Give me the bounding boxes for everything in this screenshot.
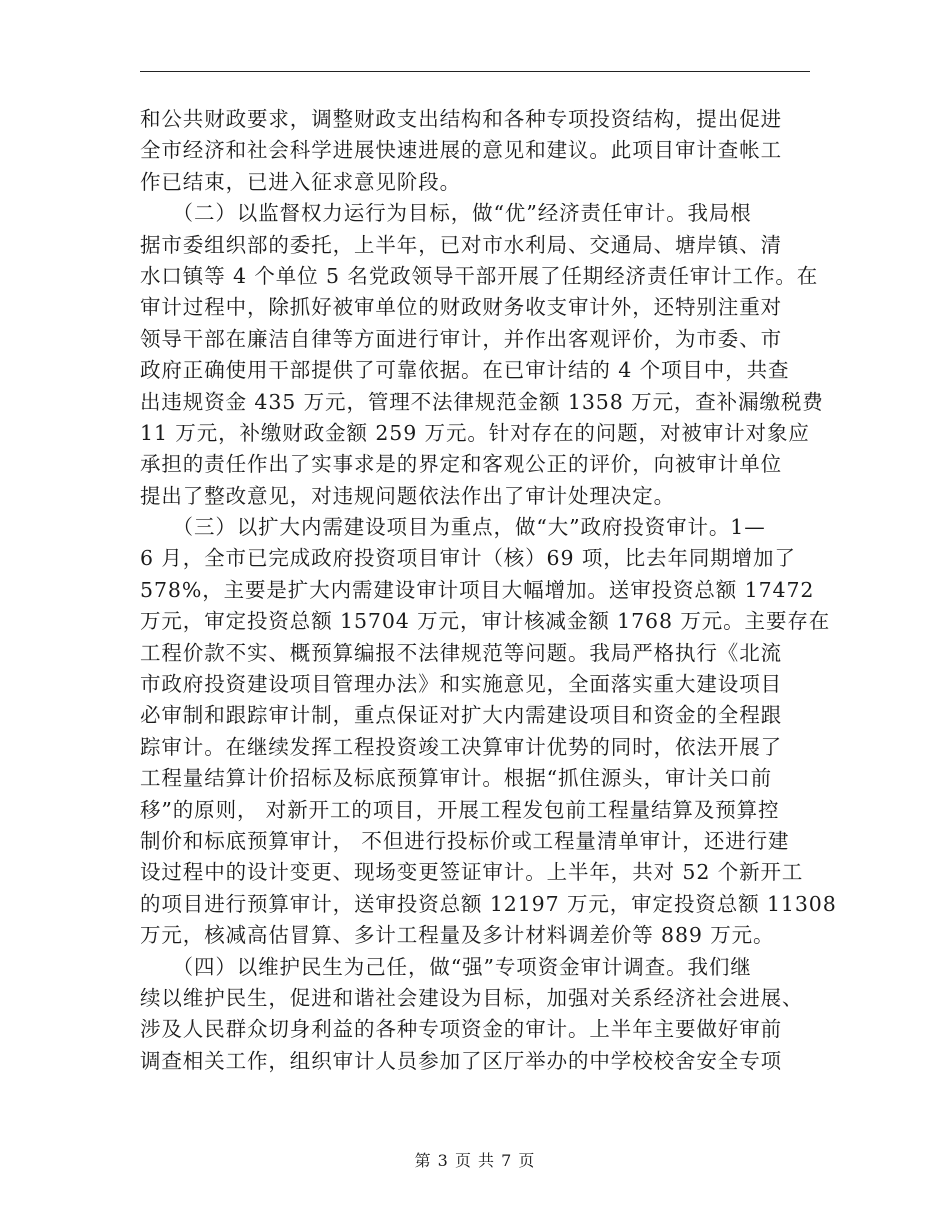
text-line: 市政府投资建设项目管理办法》和实施意见，全面落实重大建设项目 [140, 672, 782, 697]
text-line: 和公共财政要求，调整财政支出结构和各种专项投资结构，提出促进 [140, 107, 782, 131]
text-line: 续以维护民生，促进和谐社会建设为目标，加强对关系经济社会进展、 [140, 985, 804, 1010]
text-line: 工程量结算计价招标及标底预算审计。根据“抓住源头，审计关口前 [140, 766, 772, 791]
text-line: 承担的责任作出了实事求是的界定和客观公正的评价，向被审计单位 [140, 452, 782, 477]
page-number: 第 3 页 共 7 页 [414, 1151, 536, 1170]
text-line: 出违规资金 435 万元，管理不法律规范金额 1358 万元，查补漏缴税费 [140, 389, 824, 414]
text-line: （二）以监督权力运行为目标，做“优”经济责任审计。我局根 [140, 201, 752, 226]
text-line: 水口镇等 4 个单位 5 名党政领导干部开展了任期经济责任审计工作。在 [140, 263, 819, 288]
text-line: 万元，核减高估冒算、多计工程量及多计材料调差价等 889 万元。 [140, 923, 775, 948]
text-line: 政府正确使用干部提供了可靠依据。在已审计结的 4 个项目中，共查 [140, 358, 790, 383]
text-line: 578%，主要是扩大内需建设审计项目大幅增加。送审投资总额 17472 [140, 577, 815, 602]
text-line: 调查相关工作，组织审计人员参加了区厅举办的中学校校舍安全专项 [140, 1048, 782, 1073]
text-line: （三）以扩大内需建设项目为重点，做“大”政府投资审计。1— [140, 515, 766, 540]
text-line: 作已结束，已进入征求意见阶段。 [140, 169, 461, 194]
body-text [140, 104, 837, 1077]
text-line: 6 月，全市已完成政府投资项目审计（核）69 项，比去年同期增加了 [140, 546, 796, 571]
text-line: 领导干部在廉洁自律等方面进行审计，并作出客观评价，为市委、市 [140, 326, 782, 351]
text-line: 全市经济和社会科学进展快速进展的意见和建议。此项目审计查帐工 [140, 138, 782, 163]
text-line: 的项目进行预算审计，送审投资总额 12197 万元，审定投资总额 11308 [140, 891, 837, 916]
text-line: 移”的原则， 对新开工的项目，开展工程发包前工程量结算及预算控 [140, 797, 780, 822]
text-line: （四）以维护民生为己任，做“强”专项资金审计调查。我们继 [140, 954, 752, 979]
text-line: 制价和标底预算审计， 不但进行投标价或工程量清单审计，还进行建 [140, 828, 790, 853]
text-line: 踪审计。在继续发挥工程投资竣工决算审计优势的同时，依法开展了 [140, 734, 782, 759]
text-line: 设过程中的设计变更、现场变更签证审计。上半年，共对 52 个新开工 [140, 860, 804, 885]
text-line: 万元，审定投资总额 15704 万元，审计核减金额 1768 万元。主要存在 [140, 609, 831, 634]
text-line: 工程价款不实、概预算编报不法律规范等问题。我局严格执行《北流 [140, 640, 782, 665]
text-line: 涉及人民群众切身利益的各种专项资金的审计。上半年主要做好审前 [140, 1017, 782, 1042]
text-line: 11 万元，补缴财政金额 259 万元。针对存在的问题，对被审计对象应 [140, 420, 810, 445]
text-line: 审计过程中，除抓好被审单位的财政财务收支审计外，还特别注重对 [140, 295, 782, 320]
header-rule [140, 71, 810, 72]
text-line: 提出了整改意见，对违规问题依法作出了审计处理决定。 [140, 483, 675, 508]
text-line: 据市委组织部的委托，上半年，已对市水利局、交通局、塘岸镇、清 [140, 232, 782, 257]
text-line: 必审制和跟踪审计制，重点保证对扩大内需建设项目和资金的全程跟 [140, 703, 782, 728]
